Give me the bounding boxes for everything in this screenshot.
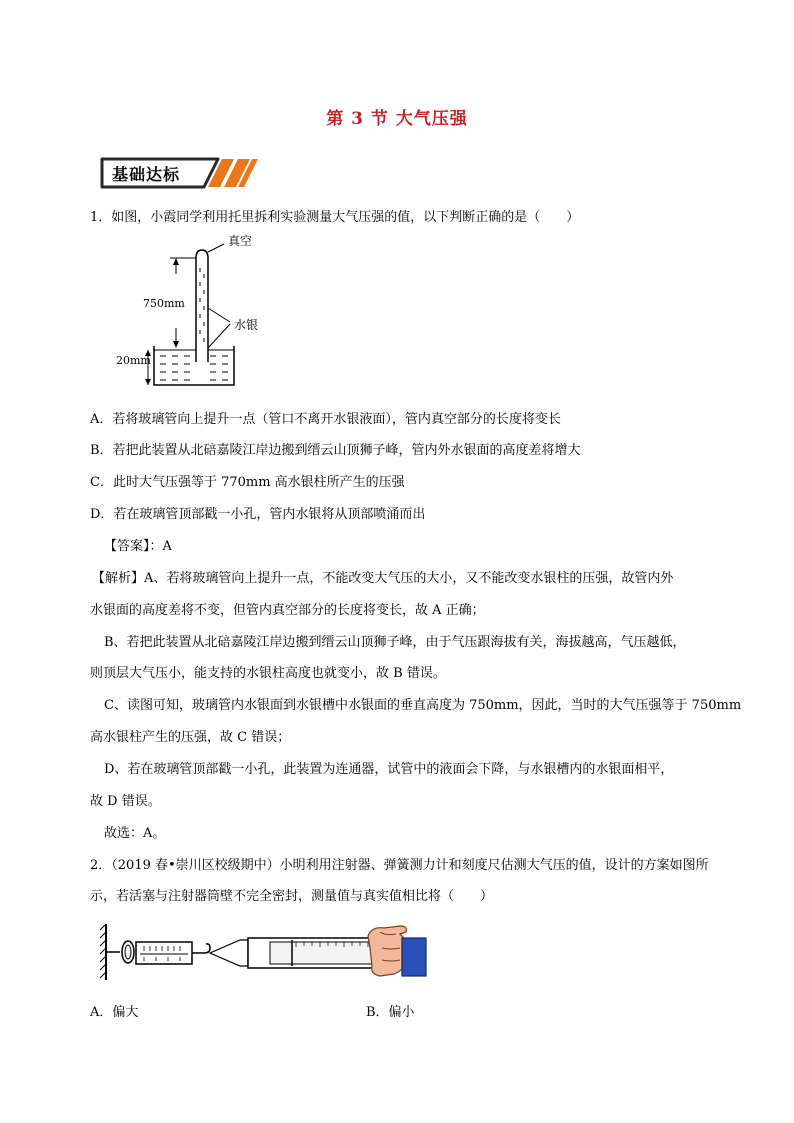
label-20mm: 20mm — [116, 354, 151, 367]
question-1-option-a: A．若将玻璃管向上提升一点（管口不离开水银液面），管内真空部分的长度将变长 — [90, 412, 561, 427]
question-2-stem-line-2: 示，若活塞与注射器筒壁不完全密封，测量值与真实值相比将（ ） — [90, 889, 494, 904]
question-2-option-a: A．偏大 — [90, 1005, 139, 1020]
question-1-answer: 【答案】：A — [104, 539, 172, 554]
section-badge-label: 基础达标 — [112, 165, 181, 184]
label-750mm: 750mm — [143, 297, 185, 310]
label-mercury: 水银 — [234, 318, 259, 332]
question-2-stem-line-1: 2．（2019 春•崇川区校级期中）小明利用注射器、弹簧测力计和刻度尺估测大气压的值，设计的方案如图所 — [90, 858, 709, 873]
syringe-figure — [100, 918, 430, 988]
section-badge — [100, 155, 260, 191]
question-1-option-d: D．若在玻璃管顶部戳一小孔，管内水银将从顶部喷涌而出 — [90, 507, 426, 522]
question-2-option-b: B．偏小 — [366, 1005, 415, 1020]
analysis-line-6: 高水银柱产生的压强，故 C 错误； — [90, 730, 291, 745]
analysis-line-3: B、若把此装置从北碚嘉陵江岸边搬到缙云山顶狮子峰，由于气压跟海拔有关，海拔越高，气压越低， — [104, 635, 686, 650]
label-vacuum: 真空 — [228, 234, 253, 248]
torricelli-figure — [116, 234, 280, 388]
question-1-option-b: B．若把此装置从北碚嘉陵江岸边搬到缙云山顶狮子峰，管内外水银面的高度差将增大 — [90, 443, 581, 458]
analysis-line-4: 则顶层大气压小，能支持的水银柱高度也就变小，故 B 错误。 — [90, 666, 446, 681]
analysis-line-9: 故选：A。 — [104, 826, 166, 841]
page-title: 第 3 节 大气压强 — [326, 109, 468, 129]
analysis-line-2: 水银面的高度差将不变，但管内真空部分的长度将变长，故 A 正确； — [90, 603, 485, 618]
analysis-line-8: 故 D 错误。 — [90, 794, 161, 809]
question-1-stem: 1．如图，小霞同学利用托里拆利实验测量大气压强的值，以下判断正确的是（ ） — [90, 210, 580, 225]
analysis-line-5: C、读图可知，玻璃管内水银面到水银槽中水银面的垂直高度为 750mm，因此，当时的大气压强等于 750mm — [104, 698, 742, 713]
analysis-line-7: D、若在玻璃管顶部戳一小孔，此装置为连通器，试管中的液面会下降，与水银槽内的水银面相平， — [104, 762, 674, 777]
question-1-option-c: C．此时大气压强等于 770mm 高水银柱所产生的压强 — [90, 475, 405, 490]
analysis-line-1: 【解析】A、若将玻璃管向上提升一点，不能改变大气压的大小，又不能改变水银柱的压强，故管内外 — [92, 571, 674, 586]
